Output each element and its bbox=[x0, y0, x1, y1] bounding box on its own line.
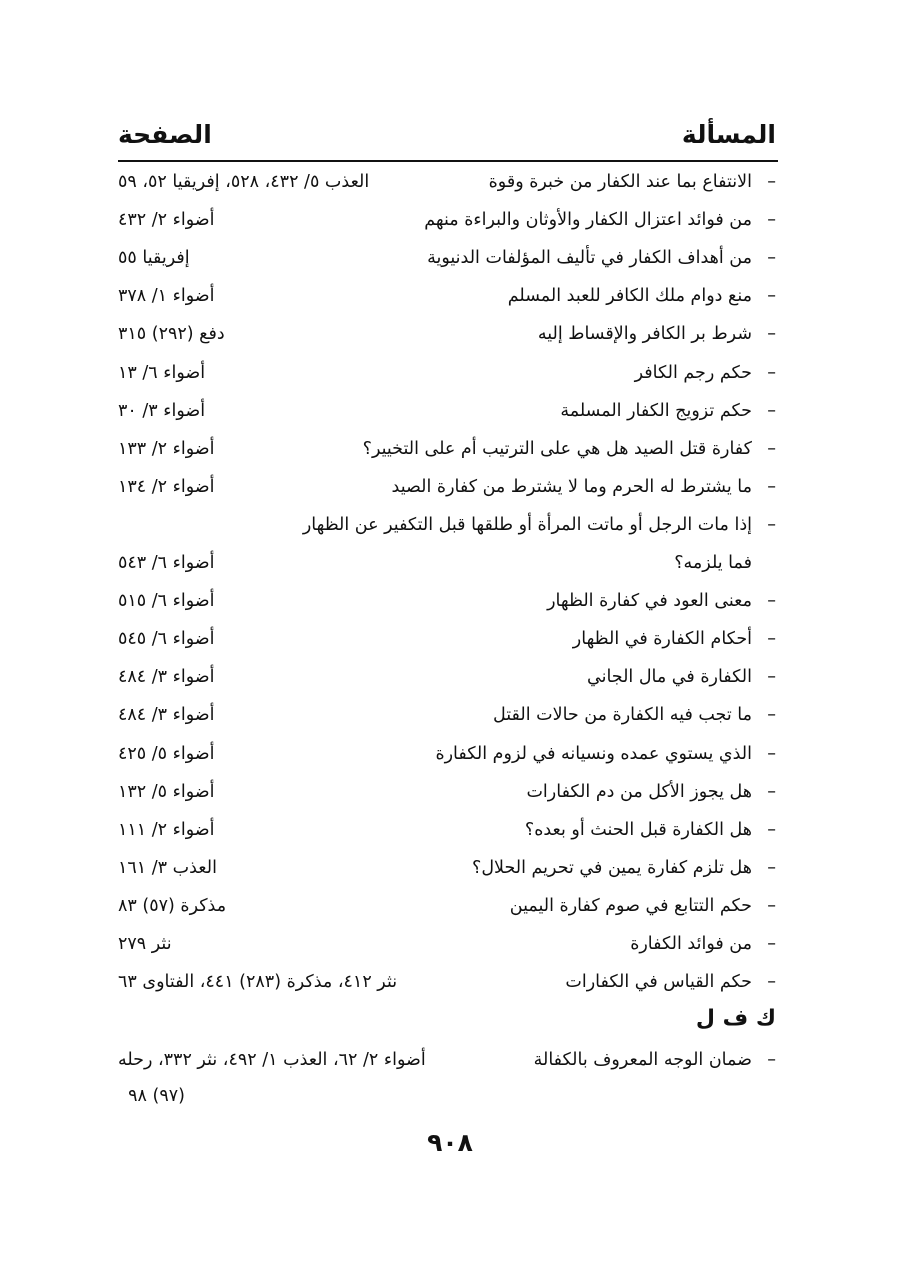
index-row bbox=[0, 363, 900, 399]
index-row bbox=[0, 439, 900, 475]
index-row bbox=[0, 172, 900, 208]
bullet-dash: – bbox=[767, 514, 776, 535]
row-reference: مذكرة (٥٧) ٨٣ bbox=[118, 895, 227, 916]
index-row bbox=[0, 553, 900, 589]
row-reference: أضواء ٦/ ٥٤٥ bbox=[118, 629, 215, 650]
index-row bbox=[0, 286, 900, 322]
row-topic: هل الكفارة قبل الحنث أو بعده؟ bbox=[524, 819, 752, 840]
row-topic: من أهداف الكفار في تأليف المؤلفات الدنيوية bbox=[427, 248, 752, 269]
row-topic: معنى العود في كفارة الظهار bbox=[547, 591, 752, 612]
index-row bbox=[0, 210, 900, 246]
row-topic: حكم تزويج الكفار المسلمة bbox=[560, 400, 752, 421]
index-row bbox=[0, 591, 900, 627]
row-topic: فما يلزمه؟ bbox=[674, 553, 752, 573]
row-reference: نثر ٢٧٩ bbox=[118, 934, 172, 954]
row-topic: ضمان الوجه المعروف بالكفالة bbox=[533, 1050, 752, 1070]
index-row bbox=[0, 667, 900, 703]
column-header-page: الصفحة bbox=[118, 120, 212, 149]
row-topic: أحكام الكفارة في الظهار bbox=[572, 629, 752, 650]
row-topic: من فوائد الكفارة bbox=[630, 934, 752, 954]
row-reference: أضواء ٦/ ٥٤٣ bbox=[118, 553, 215, 573]
row-topic: الذي يستوي عمده ونسيانه في لزوم الكفارة bbox=[435, 743, 752, 764]
row-topic: شرط بر الكافر والإقساط إليه bbox=[537, 324, 752, 345]
row-topic: هل يجوز الأكل من دم الكفارات bbox=[526, 781, 752, 802]
row-reference: أضواء ٥/ ١٣٢ bbox=[118, 781, 215, 802]
bullet-dash: – bbox=[767, 895, 776, 916]
index-row bbox=[0, 858, 900, 894]
bullet-dash: – bbox=[767, 705, 776, 726]
row-topic: ما تجب فيه الكفارة من حالات القتل bbox=[492, 705, 752, 726]
bullet-dash: – bbox=[767, 210, 776, 231]
index-row bbox=[0, 515, 900, 551]
bullet-dash: – bbox=[767, 438, 776, 459]
index-row bbox=[0, 324, 900, 360]
index-row bbox=[0, 896, 900, 932]
bullet-dash: – bbox=[767, 476, 776, 497]
index-row bbox=[0, 744, 900, 780]
index-row bbox=[0, 629, 900, 665]
row-reference: أضواء ٣/ ٣٠ bbox=[118, 400, 206, 421]
row-reference: أضواء ٢/ ٦٢، العذب ١/ ٤٩٢، نثر ٣٣٢، رحله bbox=[118, 1050, 426, 1070]
bullet-dash: – bbox=[767, 781, 776, 802]
row-reference: أضواء ٦/ ٥١٥ bbox=[118, 591, 215, 612]
row-reference: أضواء ٥/ ٤٢٥ bbox=[118, 743, 215, 764]
row-reference: دفع (٢٩٢) ٣١٥ bbox=[118, 324, 225, 345]
index-row bbox=[0, 782, 900, 818]
index-row bbox=[0, 1050, 900, 1086]
index-row bbox=[0, 820, 900, 856]
bullet-dash: – bbox=[767, 819, 776, 840]
row-reference: أضواء ٢/ ١٣٤ bbox=[118, 476, 215, 497]
page-number: ٩٠٨ bbox=[427, 1128, 473, 1157]
bullet-dash: – bbox=[767, 629, 776, 650]
row-topic: حكم رجم الكافر bbox=[634, 362, 752, 383]
row-reference: أضواء ٣/ ٤٨٤ bbox=[118, 705, 215, 726]
row-reference: إفريقيا ٥٥ bbox=[118, 248, 190, 269]
row-topic: إذا مات الرجل أو ماتت المرأة أو طلقها قبل التكفير عن الظهار bbox=[302, 514, 752, 535]
row-reference: أضواء ٦/ ١٣ bbox=[118, 362, 206, 383]
bullet-dash: – bbox=[767, 972, 776, 993]
row-topic: كفارة قتل الصيد هل هي على الترتيب أم على التخيير؟ bbox=[362, 438, 752, 459]
index-row-continuation bbox=[0, 1086, 900, 1122]
index-row bbox=[0, 401, 900, 437]
row-reference-continuation: (٩٧) ٩٨ bbox=[128, 1086, 185, 1106]
index-row bbox=[0, 705, 900, 741]
bullet-dash: – bbox=[767, 286, 776, 307]
row-topic: هل تلزم كفارة يمين في تحريم الحلال؟ bbox=[472, 857, 752, 878]
bullet-dash: – bbox=[767, 743, 776, 764]
row-reference: نثر ٤١٢، مذكرة (٢٨٣) ٤٤١، الفتاوى ٦٣ bbox=[118, 972, 398, 993]
bullet-dash: – bbox=[767, 172, 776, 192]
bullet-dash: – bbox=[767, 667, 776, 688]
bullet-dash: – bbox=[767, 400, 776, 421]
bullet-dash: – bbox=[767, 857, 776, 878]
row-topic: من فوائد اعتزال الكفار والأوثان والبراءة منهم bbox=[424, 210, 752, 231]
header-divider bbox=[118, 160, 778, 162]
index-row bbox=[0, 248, 900, 284]
row-reference: أضواء ٢/ ١١١ bbox=[118, 819, 215, 840]
row-reference: العذب ٥/ ٤٣٢، ٥٢٨، إفريقيا ٥٢، ٥٩ bbox=[118, 172, 370, 192]
bullet-dash: – bbox=[767, 248, 776, 269]
row-reference: أضواء ٢/ ٤٣٢ bbox=[118, 210, 215, 231]
bullet-dash: – bbox=[767, 1050, 776, 1070]
bullet-dash: – bbox=[767, 362, 776, 383]
row-reference: أضواء ٣/ ٤٨٤ bbox=[118, 667, 215, 688]
index-row bbox=[0, 972, 900, 1008]
row-topic: منع دوام ملك الكافر للعبد المسلم bbox=[507, 286, 752, 307]
column-header-topic: المسألة bbox=[681, 120, 776, 149]
row-reference: أضواء ١/ ٣٧٨ bbox=[118, 286, 215, 307]
row-topic: الكفارة في مال الجاني bbox=[586, 667, 752, 688]
row-topic: حكم القياس في الكفارات bbox=[565, 972, 752, 993]
row-topic: ما يشترط له الحرم وما لا يشترط من كفارة الصيد bbox=[391, 476, 752, 497]
row-topic: حكم التتابع في صوم كفارة اليمين bbox=[509, 895, 752, 916]
bullet-dash: – bbox=[767, 324, 776, 345]
index-row bbox=[0, 477, 900, 513]
bullet-dash: – bbox=[767, 934, 776, 954]
row-reference: العذب ٣/ ١٦١ bbox=[118, 857, 217, 878]
bullet-dash: – bbox=[767, 591, 776, 612]
index-row bbox=[0, 934, 900, 970]
row-topic: الانتفاع بما عند الكفار من خبرة وقوة bbox=[488, 172, 752, 192]
row-reference: أضواء ٢/ ١٣٣ bbox=[118, 438, 215, 459]
section-heading: ك ف ل bbox=[695, 1006, 776, 1031]
